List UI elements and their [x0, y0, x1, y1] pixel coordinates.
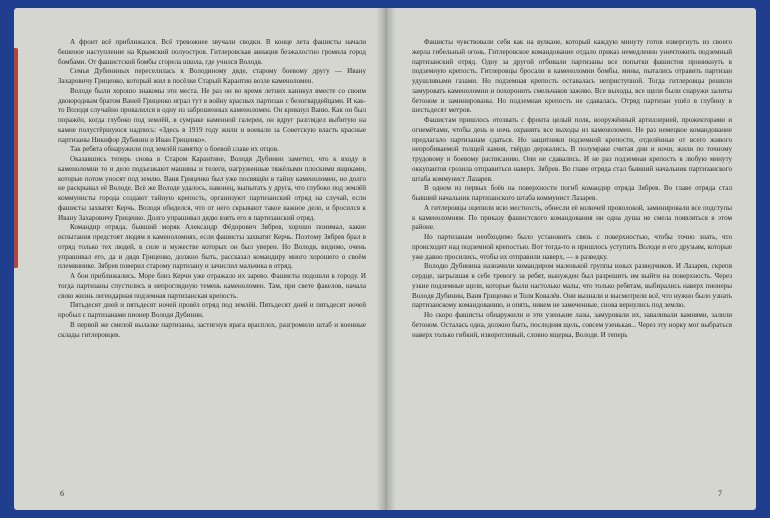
paragraph: А фронт всё приближался. Всё тревожнее звучали сводки. В конце лета фашисты начали бешеное наступление на Крымский полуостров. Гитлеровская авиация безжалостно громила город бомбами. От фашистской бомбы сгорела школа, где учился Володя.	[58, 38, 366, 66]
page-number: 6	[60, 489, 64, 498]
right-page-text	[412, 38, 732, 468]
paragraph: Но партизанам необходимо было установить связь с поверхностью, чтобы точно знать, что происходит над подземной крепостью. Вот тогда-то и пришлось уступить Володе и его друзьям, которые уже давно просились, чтобы их отправили наверх, — в разведку.	[412, 233, 732, 261]
paragraph: Володю Дубинина назначили командиром маленькой группы юных разведчиков. И Лазарев, скрепя сердце, загрызшая в себе тревогу за ребят, вынужден был разрешить им выйти на поверхность. Через узкие подземные щели, которые были настолько малы, что только ребятам, выбирались наверх пионеры Володя Дубинин, Ваня Гриценко и Толя Ковалёв. Они вызнали и высмотрели всё, что нужно было узнать партизанскому командованию, и опять, никем не замеченные, снова вернулись под землю.	[412, 262, 732, 310]
left-page	[14, 8, 386, 510]
cover-edge	[14, 48, 18, 268]
left-page-text	[58, 38, 366, 468]
paragraph: В первой же смелой вылазке партизаны, застигнув врага врасплох, разгромили штаб и военные склады гитлеровцев.	[58, 320, 366, 339]
open-booklet	[14, 8, 756, 510]
book-spine	[376, 8, 396, 510]
paragraph: А гитлеровцы оцепили всю местность, обнесли её колючей проволокой, заминировали все подступы к каменоломням. По приказу фашистского командования ни одна душа не смела появляться в этом районе.	[412, 203, 732, 232]
paragraph: Но скоро фашисты обнаружили и эти узенькие лазы, замуровали их, заваливали камнями, залили бетоном. Осталась одна, должно быть, последняя щель, совсем узенькая... Через эту норку мог выбраться наверх только гибкий, изворотливый, словно ящерка, Володя. И теперь	[412, 311, 732, 339]
paragraph: В одном из первых боёв на поверхности погиб командир отряда Зябрев. Во главе отряда стал бывший начальник партизанского штаба коммунист Лазарев.	[412, 184, 732, 202]
paragraph: Фашисты чувствовали себя как на вулкане, который каждую минуту готов извергнуть из своего жерла гибельный огонь. Гитлеровское командование отдало приказ немедленно уничтожить подземный партизанский отряд. Одну за другой отбивали партизаны все попытки фашистов проникнуть в подземную крепость. Гитлеровцы бросали в каменоломни бомбы, мины, пытались отравить партизан удушливыми газами. Но подземная крепость оставалась неприступной. Тогда гитлеровцы решили замуровать каменоломни и похоронить смельчаков заживо. Все выходы, все щели были снаружи залиты бетоном и заминированы. Но подземная крепость не сдавалась. Отряд партизан ушёл в глубину в шестьдесят метров.	[412, 38, 732, 115]
paragraph: Так ребята обнаружили под землёй памятку о боевой славе их отцов.	[70, 145, 279, 154]
paragraph: Володе были хорошо знакомы эти места. Не раз он во время летних каникул вместе со своим двоюродным братом Ваней Гриценко играл тут в войну красных партизан с белогвардейцами. И как-то Володя случайно провалился в одну из заброшенных каменоломен. Он крикнул Ваню. Как он был поражён, когда глубоко под землёй, в сумраке каменной галереи, он вдруг разглядел выбитую на камне полустёршуюся надпись: «Здесь в 1919 году жили и воевали за Советскую власть красные партизаны Никифор Дубинин и Иван Гриценко».	[58, 86, 366, 144]
right-page	[386, 8, 756, 510]
paragraph: Командир отряда, бывший моряк Александр Фёдорович Зябрев, хорошо понимал, какие испытания предстоят людям в каменоломнях, если фашисты захватят Керчь. Поэтому Зябрев брал в отряд только тех людей, в силе и мужестве которых он был уверен. Но Володя, видимо, очень упрашивал его, да и дядя Гриценко, должно быть, рассказал командиру много хорошего о своём племяннике. Зябрев поверил старому партизану и зачислил мальчика в отряд.	[58, 223, 366, 271]
paragraph: Пятьдесят дней и пятьдесят ночей провёл отряд под землёй. Пятьдесят дней и пятьдесят ночей пробыл с партизанами пионер Володя Дубинин.	[58, 301, 366, 319]
paragraph: А бои приближались. Море близ Керчи уже отражало их зарево. Фашисты подошли к городу. И тогда партизаны спустились в непроглядную темень каменоломен. Там, при свете факелов, начала свою жизнь легендарная подземная партизанская крепость.	[58, 272, 366, 300]
paragraph: Фашистам пришлось отозвать с фронта целый полк, вооружённый артиллерией, прожекторами и огнемётами, чтобы день и ночь охранять все выходы из каменоломен. Не раз немецкое командование предлагало партизанам сдаться. Но защитники подземной крепости, отделённые от всего живого непробиваемой толщей камня, твёрдо держались. В полумраке считая дни и ночи, жили по точному трудовому и боевому расписанию. Они не сдавались. И не раз подземная крепость в любую минуту оккупантов грозила отправиться наверх. Зябрев. Во главе отряда стал бывший начальник партизанского штаба коммунист Лазарев.	[412, 116, 732, 183]
paragraph: Семья Дубининых переселилась к Володиному дяде, старому боевому другу — Ивану Захаровичу Гриценко, который жил в посёлке Старый Карантин возле каменоломен.	[58, 67, 366, 85]
paragraph: Оказавшись теперь снова в Старом Карантине, Володя Дубинин заметил, что к входу в каменоломни то и дело подъезжают машины и телеги, нагруженные тяжёлыми плоскими ящиками, которые потом уносят под землю. Ваня Гриценко был уже посвящён в тайну каменоломен, но долго не раскрывал её Володе. Всё же Володе удалось, наконец, выпытать у друга, что глубоко под землёй коммунисты города создают тайную крепость, организуют партизанский отряд на случай, если фашисты захватят Керчь. Володя обиделся, что от него скрывают такое важное дело, и бросился к Ивану Захаровичу Гриценко. Долго упрашивал дядю взять его в партизанский отряд.	[58, 155, 366, 222]
page-number: 7	[718, 489, 722, 498]
